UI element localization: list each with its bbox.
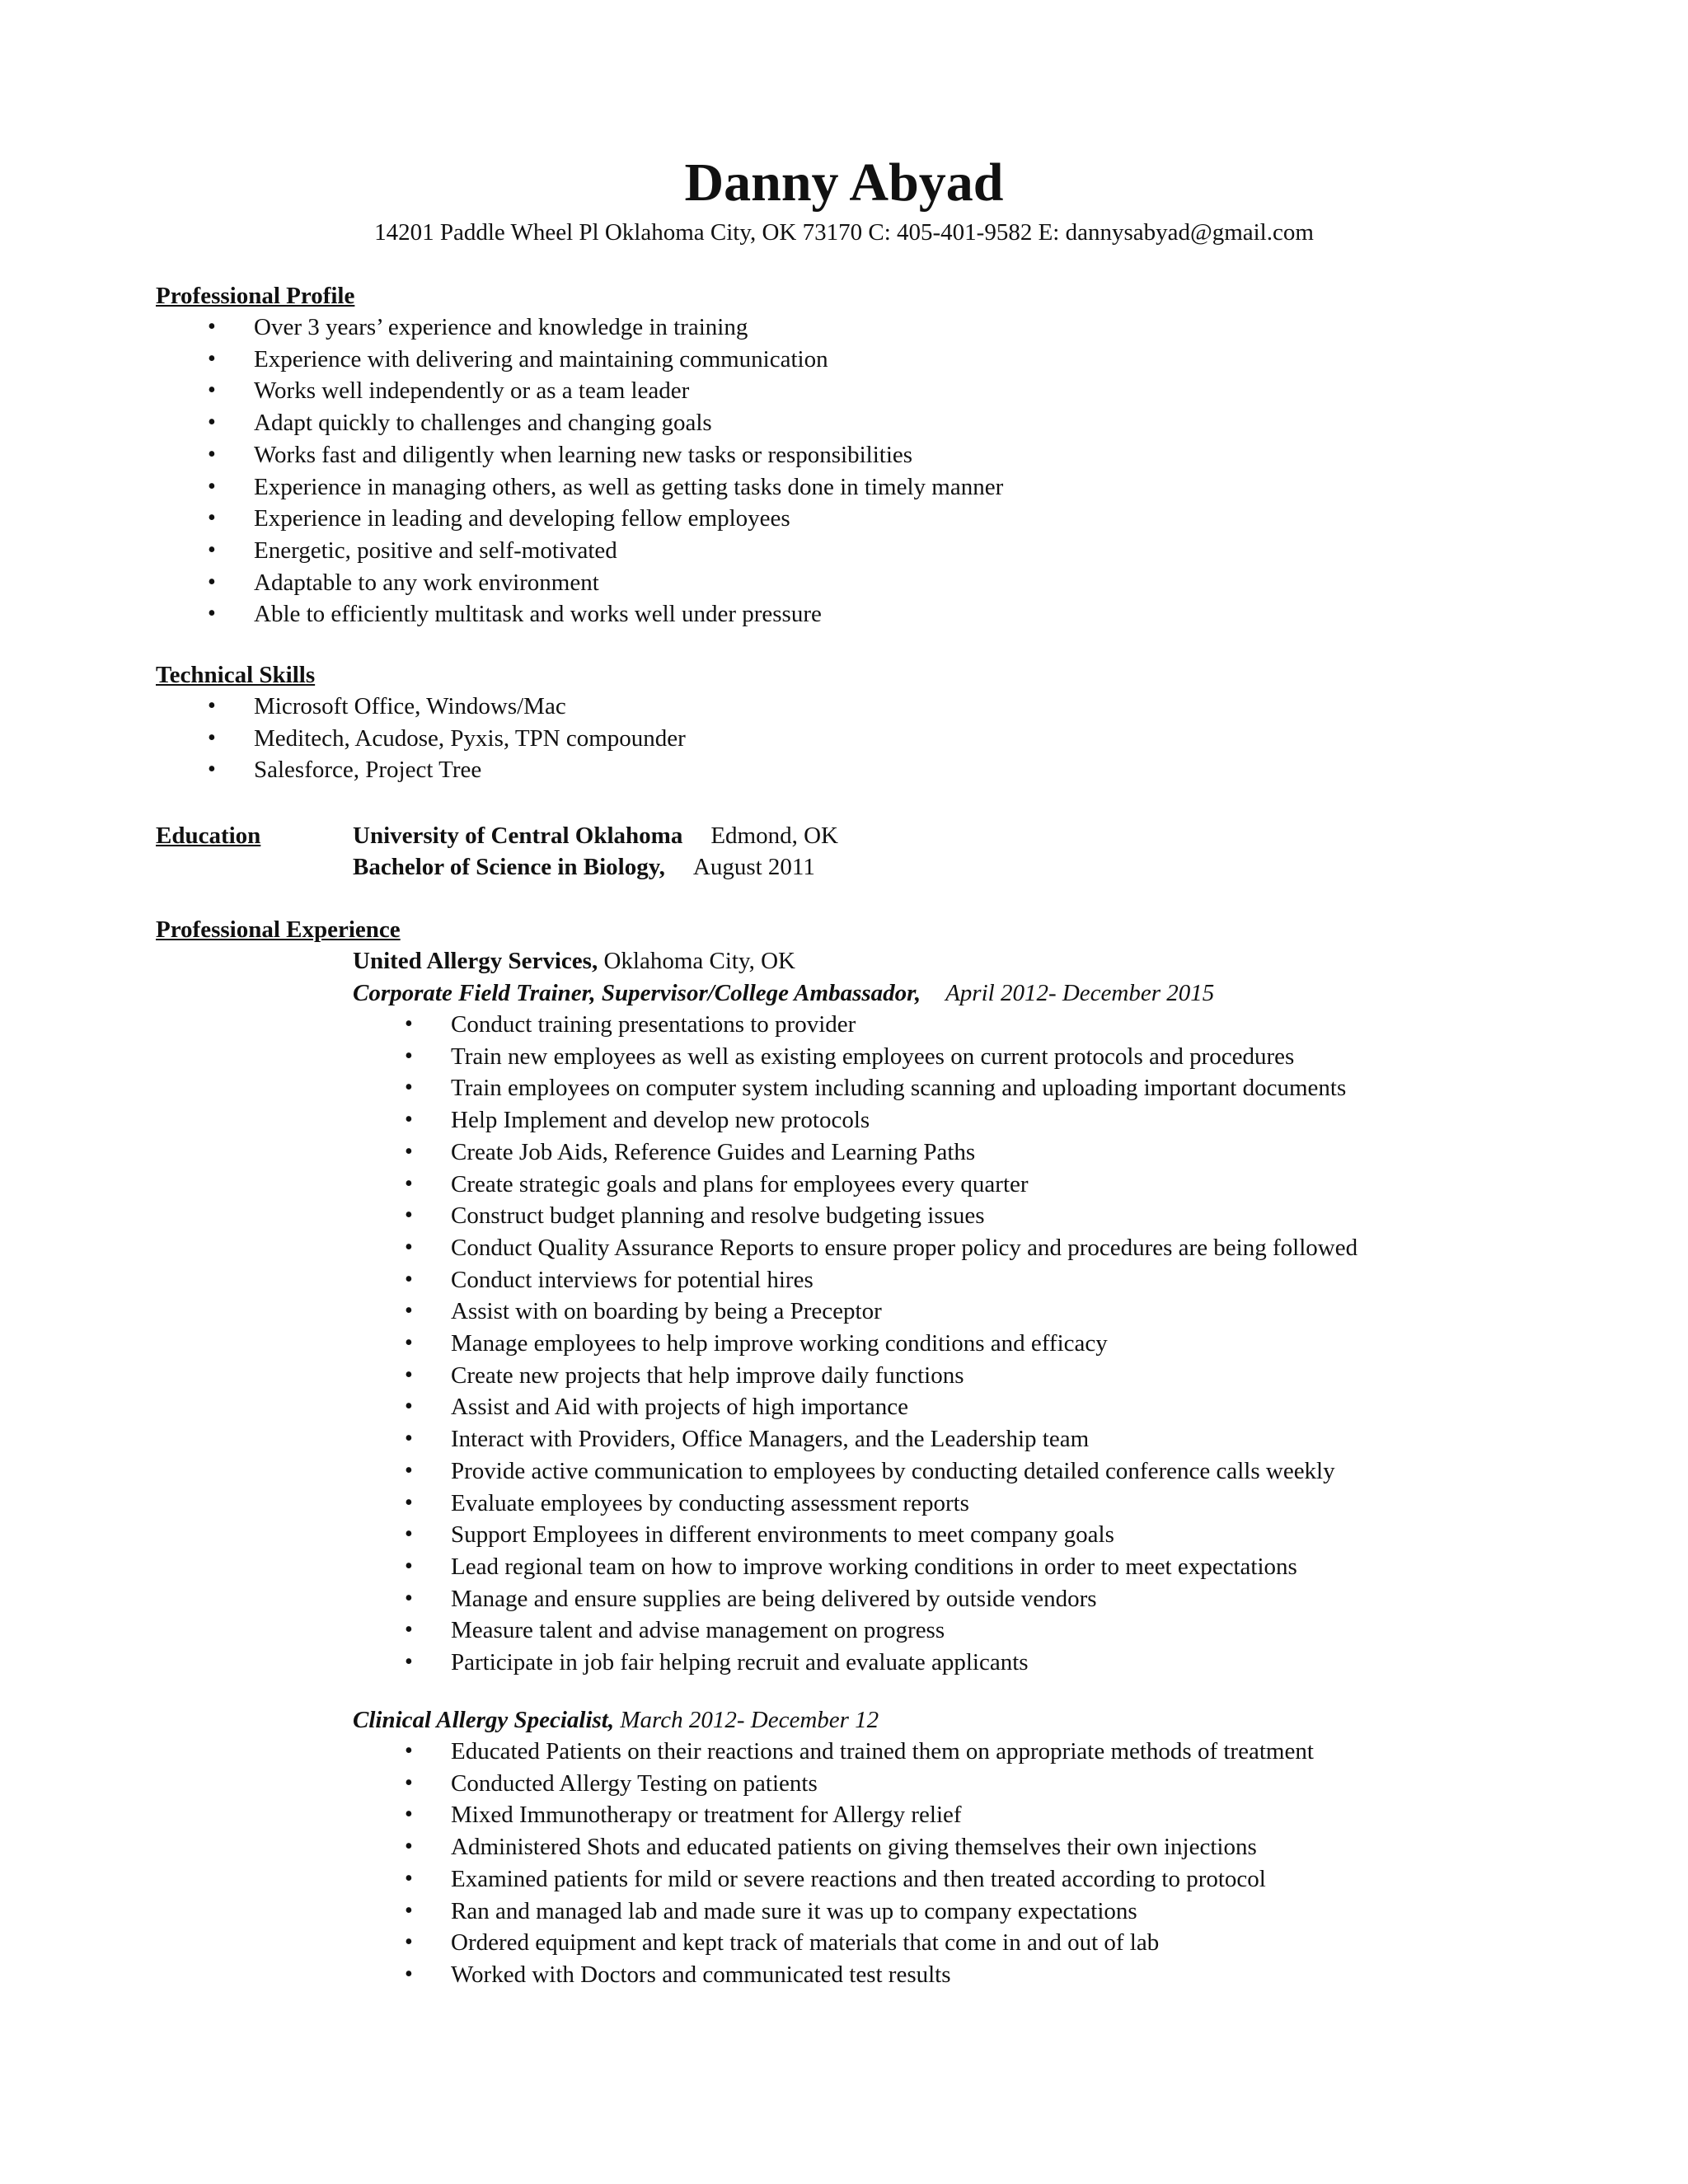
list-item: • Adaptable to any work environment bbox=[254, 567, 1003, 599]
skills-list bbox=[254, 691, 686, 786]
list-item: • Train new employees as well as existing employees on current protocols and procedures bbox=[451, 1041, 1357, 1073]
list-item: • Ordered equipment and kept track of materials that come in and out of lab bbox=[451, 1927, 1314, 1959]
list-item: • Create Job Aids, Reference Guides and Learning Paths bbox=[451, 1137, 1357, 1169]
profile-heading: Professional Profile bbox=[156, 283, 355, 309]
job1-title: Corporate Field Trainer, Supervisor/College Ambassador, bbox=[353, 980, 921, 1006]
degree-name: Bachelor of Science in Biology, bbox=[353, 854, 665, 880]
school-location: Edmond, OK bbox=[710, 823, 839, 849]
list-item: • Salesforce, Project Tree bbox=[254, 754, 686, 786]
school-name: University of Central Oklahoma bbox=[353, 823, 683, 849]
job2-title-line bbox=[353, 1704, 879, 1736]
contact-line: 14201 Paddle Wheel Pl Oklahoma City, OK 73170 C: 405-401-9582 E: dannysabyad@gmail.com bbox=[374, 219, 1314, 246]
list-item: • Microsoft Office, Windows/Mac bbox=[254, 691, 686, 723]
company-line bbox=[353, 945, 795, 977]
list-item: • Provide active communication to employees by conducting detailed conference calls weekly bbox=[451, 1455, 1357, 1488]
job2-title: Clinical Allergy Specialist, bbox=[353, 1707, 615, 1733]
skills-heading: Technical Skills bbox=[156, 662, 316, 688]
list-item: • Create new projects that help improve daily functions bbox=[451, 1360, 1357, 1392]
list-item: • Construct budget planning and resolve budgeting issues bbox=[451, 1200, 1357, 1232]
job1-dates: April 2012- December 2015 bbox=[945, 980, 1215, 1006]
list-item: • Experience in leading and developing fellow employees bbox=[254, 503, 1003, 535]
list-item: • Experience in managing others, as well as getting tasks done in timely manner bbox=[254, 471, 1003, 504]
list-item: • Mixed Immunotherapy or treatment for Allergy relief bbox=[451, 1799, 1314, 1831]
list-item: • Works fast and diligently when learning new tasks or responsibilities bbox=[254, 439, 1003, 471]
list-item: • Assist with on boarding by being a Preceptor bbox=[451, 1296, 1357, 1328]
list-item: • Works well independently or as a team leader bbox=[254, 375, 1003, 407]
company-location: Oklahoma City, OK bbox=[603, 948, 795, 974]
profile-list bbox=[254, 312, 1003, 630]
list-item: • Administered Shots and educated patients on giving themselves their own injections bbox=[451, 1831, 1314, 1863]
list-item: • Conducted Allergy Testing on patients bbox=[451, 1768, 1314, 1800]
list-item: • Conduct Quality Assurance Reports to ensure proper policy and procedures are being followed bbox=[451, 1232, 1357, 1264]
job1-title-line bbox=[353, 977, 1214, 1009]
list-item: • Assist and Aid with projects of high importance bbox=[451, 1391, 1357, 1423]
list-item: • Conduct training presentations to provider bbox=[451, 1009, 1357, 1041]
list-item: • Energetic, positive and self-motivated bbox=[254, 535, 1003, 567]
candidate-name: Danny Abyad bbox=[684, 152, 1004, 213]
list-item: • Interact with Providers, Office Managers, and the Leadership team bbox=[451, 1423, 1357, 1455]
list-item: • Examined patients for mild or severe reactions and then treated according to protocol bbox=[451, 1863, 1314, 1896]
list-item: • Train employees on computer system including scanning and uploading important documents bbox=[451, 1072, 1357, 1104]
job2-duties-list bbox=[451, 1736, 1314, 1991]
experience-heading: Professional Experience bbox=[156, 916, 401, 943]
job1-duties-list bbox=[451, 1009, 1357, 1679]
list-item: • Support Employees in different environments to meet company goals bbox=[451, 1519, 1357, 1551]
education-degree-line bbox=[353, 851, 815, 883]
list-item: • Create strategic goals and plans for employees every quarter bbox=[451, 1169, 1357, 1201]
list-item: • Meditech, Acudose, Pyxis, TPN compounder bbox=[254, 723, 686, 755]
list-item: • Manage employees to help improve working conditions and efficacy bbox=[451, 1328, 1357, 1360]
list-item: • Able to efficiently multitask and works well under pressure bbox=[254, 598, 1003, 630]
list-item: • Help Implement and develop new protocols bbox=[451, 1104, 1357, 1137]
list-item: • Over 3 years’ experience and knowledge in training bbox=[254, 312, 1003, 344]
list-item: • Lead regional team on how to improve working conditions in order to meet expectations bbox=[451, 1551, 1357, 1583]
list-item: • Ran and managed lab and made sure it was up to company expectations bbox=[451, 1896, 1314, 1928]
list-item: • Manage and ensure supplies are being delivered by outside vendors bbox=[451, 1583, 1357, 1615]
job2-dates: March 2012- December 12 bbox=[620, 1707, 879, 1733]
education-school-line bbox=[353, 820, 838, 851]
company-name: United Allergy Services, bbox=[353, 948, 598, 974]
list-item: • Measure talent and advise management on progress bbox=[451, 1615, 1357, 1647]
list-item: • Experience with delivering and maintaining communication bbox=[254, 344, 1003, 376]
list-item: • Educated Patients on their reactions and trained them on appropriate methods of treatment bbox=[451, 1736, 1314, 1768]
list-item: • Worked with Doctors and communicated test results bbox=[451, 1959, 1314, 1991]
list-item: • Adapt quickly to challenges and changing goals bbox=[254, 407, 1003, 439]
list-item: • Conduct interviews for potential hires bbox=[451, 1264, 1357, 1296]
degree-date: August 2011 bbox=[692, 854, 815, 880]
list-item: • Participate in job fair helping recruit and evaluate applicants bbox=[451, 1647, 1357, 1679]
education-heading: Education bbox=[156, 823, 261, 849]
list-item: • Evaluate employees by conducting assessment reports bbox=[451, 1488, 1357, 1520]
